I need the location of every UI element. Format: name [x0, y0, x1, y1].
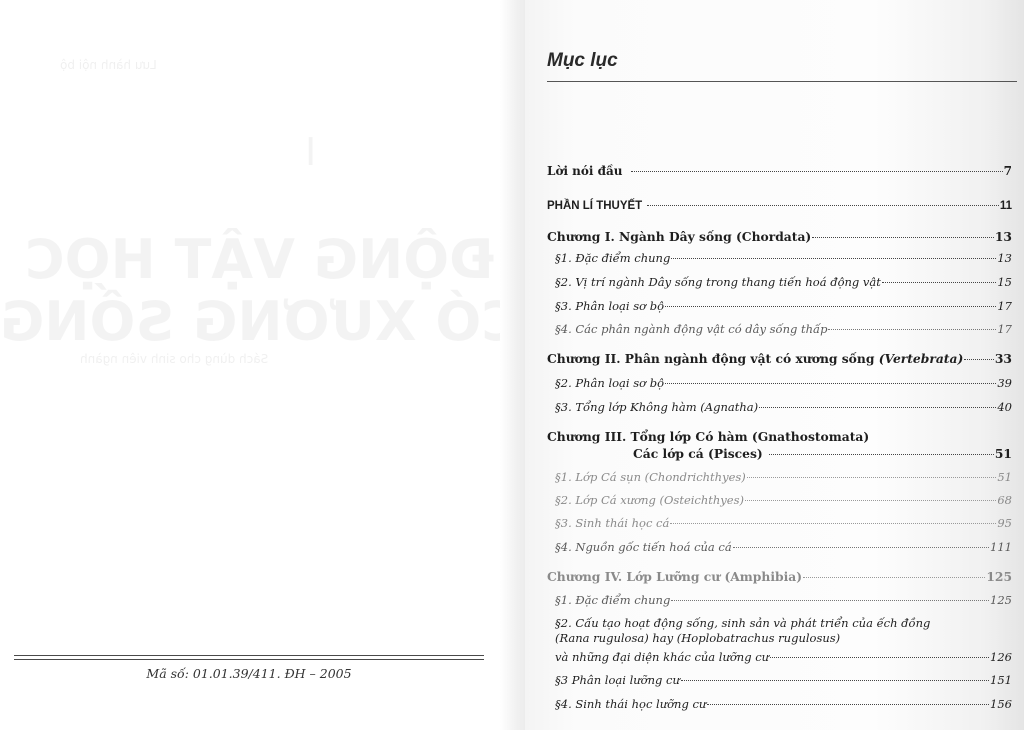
toc-entry-page: 156	[990, 697, 1012, 711]
dot-leader	[964, 359, 994, 360]
toc-entry-section[interactable]	[547, 299, 1012, 314]
toc-entry-section-multiline-line3[interactable]	[547, 650, 1012, 665]
dot-leader	[670, 523, 996, 524]
publication-code: Mã số: 01.01.39/411. ĐH – 2005	[146, 666, 352, 681]
toc-entry-page: 95	[997, 516, 1012, 530]
title-underline	[547, 81, 1017, 82]
toc-entry-label: §1. Lớp Cá sụn (Chondrichthyes)	[555, 470, 746, 484]
toc-entry-label: §1. Đặc điểm chung	[555, 593, 671, 607]
toc-entry-preface[interactable]	[547, 164, 1012, 179]
toc-entry-label: Chương III. Tổng lớp Có hàm (Gnathostomata)	[547, 429, 870, 444]
showthrough-numeral	[305, 130, 316, 174]
toc-entry-page: 51	[997, 470, 1012, 484]
toc-entry-page: 126	[990, 650, 1012, 664]
toc-entry-label: §3. Sinh thái học cá	[555, 516, 670, 530]
toc-entry-section[interactable]	[547, 376, 1012, 391]
toc-entry-label: §4. Sinh thái học lưỡng cư	[555, 697, 707, 711]
toc-entry-part-theory[interactable]	[547, 199, 1012, 214]
toc-entry-chapter-3-line2[interactable]	[547, 446, 1012, 461]
dot-leader	[733, 547, 989, 548]
dot-leader	[882, 282, 996, 283]
toc-entry-page: 111	[990, 540, 1012, 554]
toc-entry-label: §4. Các phân ngành động vật có dây sống thấp	[555, 322, 828, 336]
toc-entry-page: 13	[994, 229, 1012, 244]
toc-entry-page: 33	[994, 351, 1012, 366]
dot-leader	[803, 577, 985, 578]
toc-entry-label: §1. Đặc điểm chung	[555, 251, 671, 265]
toc-entry-page: 40	[997, 400, 1012, 414]
toc-entry-page: 51	[994, 446, 1012, 461]
showthrough-title-line2	[0, 290, 521, 353]
dot-leader	[759, 407, 996, 408]
dot-leader	[671, 600, 989, 601]
showthrough-header: Lưu hành nội bộ	[60, 58, 157, 72]
toc-entry-label-line2: Các lớp cá (Pisces)	[633, 446, 763, 461]
toc-entry-section[interactable]	[547, 516, 1012, 531]
toc-entry-page: 7	[1003, 164, 1012, 178]
dot-leader	[745, 500, 996, 501]
chapter-latin-name: (Vertebrata)	[878, 351, 964, 366]
toc-entry-label: §3 Phân loại lưỡng cư	[555, 673, 680, 687]
toc-entry-section[interactable]	[547, 251, 1012, 266]
toc-entry-chapter-4[interactable]	[547, 569, 1012, 584]
toc-entry-label: §2. Cấu tạo hoạt động sống, sinh sản và phát triển của ếch đồng	[555, 616, 931, 630]
dot-leader	[769, 454, 994, 455]
toc-entry-page: 11	[999, 200, 1012, 212]
dot-leader	[812, 237, 994, 238]
right-page	[525, 0, 1024, 730]
dot-leader	[707, 704, 989, 705]
toc-entry-page: 17	[997, 299, 1012, 313]
toc-entry-page: 13	[997, 251, 1012, 265]
double-rule-divider	[14, 655, 484, 660]
toc-entry-page: 68	[997, 493, 1012, 507]
toc-entry-section[interactable]	[547, 322, 1012, 337]
toc-entry-section[interactable]	[547, 673, 1012, 688]
toc-entry-page: 125	[990, 593, 1012, 607]
dot-leader	[681, 680, 989, 681]
dot-leader	[631, 171, 1003, 172]
toc-entry-label: §3. Tổng lớp Không hàm (Agnatha)	[555, 400, 759, 414]
toc-entry-section[interactable]	[547, 593, 1012, 608]
toc-entry-page: 15	[997, 275, 1012, 289]
toc-entry-label: §3. Phân loại sơ bộ	[555, 299, 664, 313]
chapter-label-text: Chương II. Phân ngành động vật có xương sống	[547, 351, 875, 366]
dot-leader	[747, 477, 997, 478]
toc-entry-section[interactable]	[547, 275, 1012, 290]
toc-entry-page: 125	[986, 569, 1012, 584]
dot-leader	[671, 258, 996, 259]
toc-entry-section-multiline[interactable]	[547, 616, 1012, 646]
toc-entry-label-line3: và những đại diện khác của lưỡng cư	[555, 650, 770, 664]
toc-entry-chapter-1[interactable]	[547, 229, 1012, 244]
toc-entry-section[interactable]	[547, 697, 1012, 712]
showthrough-title-line1	[25, 228, 494, 291]
dot-leader	[665, 383, 996, 384]
dot-leader	[770, 657, 989, 658]
toc-title: Mục lục	[547, 50, 618, 71]
toc-entry-page: 17	[997, 322, 1012, 336]
showthrough-subtitle: Sách dùng cho sinh viên ngành	[80, 352, 269, 366]
toc-entry-label-line2: (Rana rugulosa) hay (Hoplobatrachus rugulosus)	[555, 631, 841, 645]
dot-leader	[828, 329, 996, 330]
dot-leader	[665, 306, 996, 307]
toc-entry-label: Chương IV. Lớp Lưỡng cư (Amphibia)	[547, 569, 803, 584]
toc-entry-label: Chương I. Ngành Dây sống (Chordata)	[547, 229, 812, 244]
toc-entry-chapter-3[interactable]	[547, 429, 1012, 444]
toc-entry-chapter-2[interactable]	[547, 351, 1012, 366]
toc-entry-section[interactable]	[547, 540, 1012, 555]
toc-entry-page: 151	[990, 673, 1012, 687]
toc-entry-section[interactable]	[547, 470, 1012, 485]
toc-entry-label: §2. Lớp Cá xương (Osteichthyes)	[555, 493, 744, 507]
toc-entry-section[interactable]	[547, 400, 1012, 415]
toc-entry-section[interactable]	[547, 493, 1012, 508]
toc-entry-label: §2. Vị trí ngành Dây sống trong thang tiến hoá động vật	[555, 275, 881, 289]
toc-entry-page: 39	[997, 376, 1012, 390]
toc-entry-label: Lời nói đầu	[547, 164, 623, 178]
left-page	[0, 0, 505, 730]
toc-entry-label: §2. Phân loại sơ bộ	[555, 376, 664, 390]
toc-entry-label	[547, 351, 963, 366]
dot-leader	[647, 205, 999, 206]
toc-entry-label: §4. Nguồn gốc tiến hoá của cá	[555, 540, 732, 554]
toc-entry-label: PHẦN LÍ THUYẾT	[547, 200, 643, 212]
